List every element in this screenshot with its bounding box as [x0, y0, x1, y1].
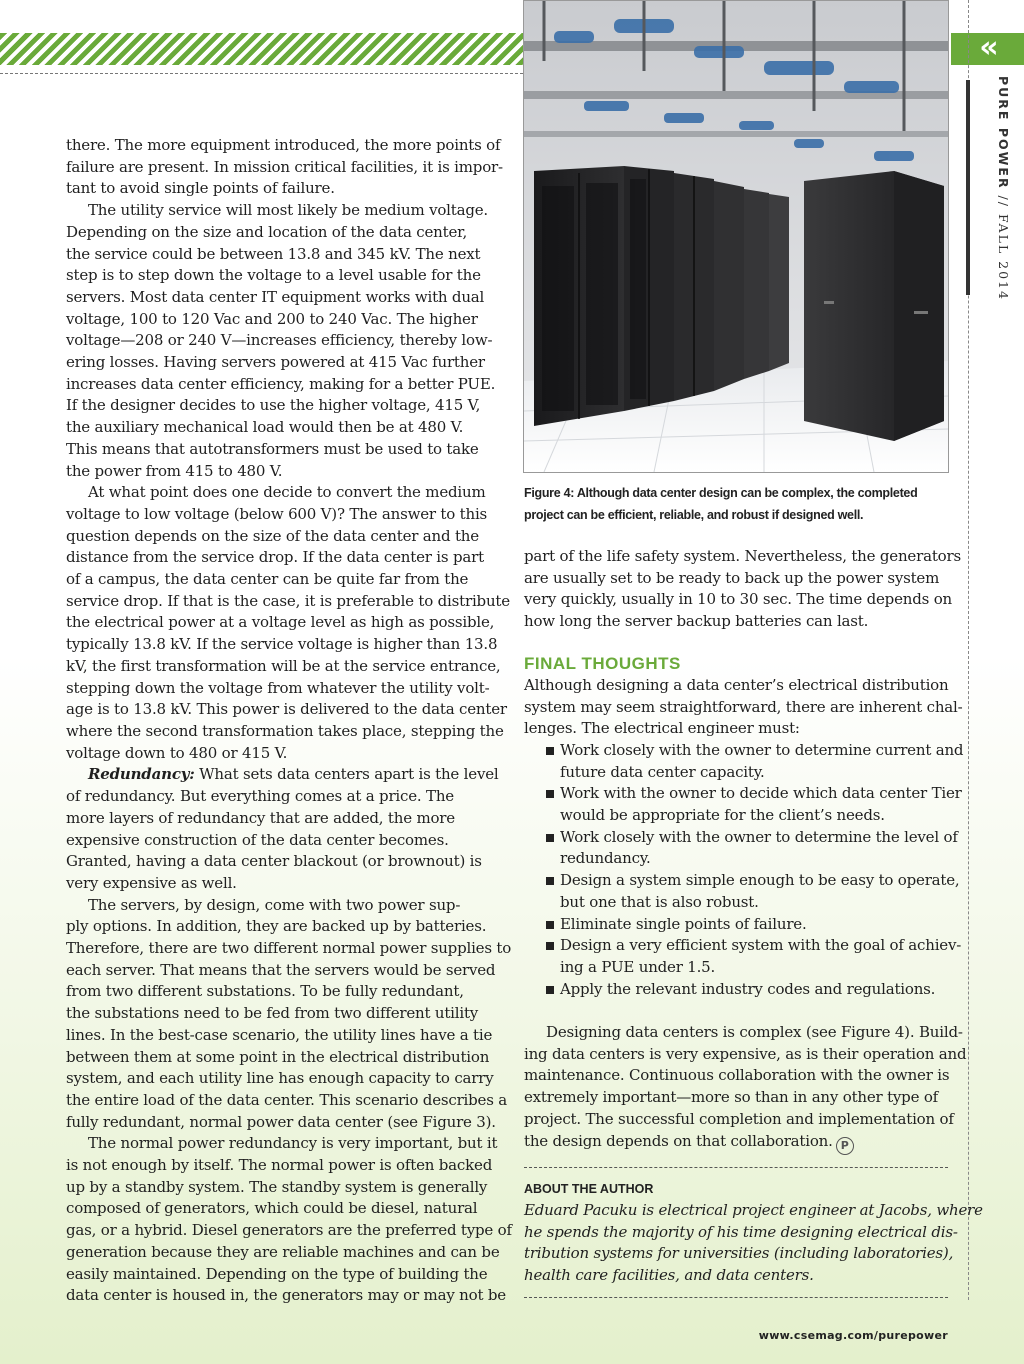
- text-line: data center is housed in, the generators may or may not be: [66, 1286, 506, 1305]
- caption-line: project can be efficient, reliable, and robust if designed well.: [524, 508, 864, 522]
- text-line: the service could be between 13.8 and 345 kV. The next: [66, 244, 481, 263]
- side-tick: [966, 80, 970, 295]
- text-line: system may seem straightforward, there are inherent chal-: [524, 697, 963, 716]
- paragraph-closing: [524, 1022, 967, 1155]
- magazine-name: PURE POWER: [996, 76, 1011, 190]
- text-line: failure are present. In mission critical facilities, it is impor-: [66, 157, 503, 176]
- text-line: lenges. The electrical engineer must:: [524, 719, 800, 738]
- paragraph-intro: [524, 675, 963, 740]
- text-line: there. The more equipment introduced, the more points of: [66, 136, 501, 154]
- list-item: Design a very efficient system with the goal of achiev- ing a PUE under 1.5.: [546, 935, 948, 978]
- paragraph-continued: [524, 546, 961, 633]
- text-line: the power from 415 to 480 V.: [66, 461, 283, 480]
- text-line: voltage, 100 to 120 Vac and 200 to 240 Vac. The higher: [66, 309, 478, 328]
- paragraph-5: [66, 895, 512, 1134]
- text-line: voltage—208 or 240 V—increases efficiency, thereby low-: [66, 331, 493, 350]
- text-line: system, and each utility line has enough capacity to carry: [66, 1069, 494, 1088]
- paragraph-6: [66, 1133, 512, 1307]
- figure-label: Figure 4:: [524, 486, 575, 500]
- text-line: question depends on the size of the data center and the: [66, 526, 479, 545]
- text-line: composed of generators, which could be diesel, natural: [66, 1199, 478, 1218]
- text-line: tribution systems for universities (including laboratories),: [524, 1244, 954, 1263]
- text-line: This means that autotransformers must be used to take: [66, 439, 479, 458]
- header-stripe: [0, 33, 523, 65]
- text-line: Designing data centers is complex (see Figure 4). Build-: [546, 1023, 963, 1042]
- run-in-heading: Redundancy:: [88, 765, 195, 784]
- text-line: of a campus, the data center can be quite far from the: [66, 570, 469, 589]
- text-line: gas, or a hybrid. Diesel generators are the preferred type of: [66, 1221, 512, 1240]
- author-heading: ABOUT THE AUTHOR: [524, 1182, 654, 1196]
- text-line: the substations need to be fed from two different utility: [66, 1004, 479, 1023]
- text-line: part of the life safety system. Nevertheless, the generators: [524, 547, 961, 565]
- back-chevron-icon[interactable]: «: [951, 33, 1024, 65]
- text-line: The utility service will most likely be medium voltage.: [88, 201, 488, 220]
- text-line: Depending on the size and location of the data center,: [66, 222, 468, 241]
- bullet-square-icon: [546, 790, 554, 798]
- footer-url-link[interactable]: www.csemag.com/purepower: [758, 1329, 948, 1342]
- text-line: how long the server backup batteries can last.: [524, 612, 869, 631]
- text-line: distance from the service drop. If the data center is part: [66, 548, 484, 567]
- text-line: extremely important—more so than in any other type of: [524, 1088, 938, 1107]
- text-line: the entire load of the data center. This scenario describes a: [66, 1090, 508, 1109]
- figure-caption: [524, 482, 948, 526]
- text-line: expensive construction of the data center becomes.: [66, 830, 449, 849]
- text-line: kV, the first transformation will be at the service entrance,: [66, 656, 501, 675]
- text-line: Granted, having a data center blackout (or brownout) is: [66, 852, 482, 871]
- text-line: the design depends on that collaboration. P: [524, 1131, 948, 1155]
- text-line: lines. In the best-case scenario, the utility lines have a tie: [66, 1025, 493, 1044]
- text-line: age is to 13.8 kV. This power is delivered to the data center: [66, 700, 507, 719]
- text-line: project. The successful completion and implementation of: [524, 1109, 954, 1128]
- bullet-square-icon: [546, 921, 554, 929]
- text-line: If the designer decides to use the higher voltage, 415 V,: [66, 396, 481, 415]
- header-divider: [0, 73, 523, 74]
- paragraph-2: [66, 200, 496, 482]
- text-line: servers. Most data center IT equipment works with dual: [66, 287, 485, 306]
- bullet-square-icon: [546, 942, 554, 950]
- text-line: At what point does one decide to convert the medium: [88, 483, 486, 502]
- text-line: of redundancy. But everything comes at a price. The: [66, 787, 454, 806]
- caption-line: Figure 4: Although data center design can be complex, the completed: [524, 486, 918, 500]
- text-line: fully redundant, normal power data center (see Figure 3).: [66, 1112, 496, 1131]
- paragraph-redundancy: [66, 764, 499, 894]
- right-column: [524, 546, 967, 1155]
- text-line: very quickly, usually in 10 to 30 sec. The time depends on: [524, 590, 952, 609]
- spacer: [524, 1000, 948, 1022]
- text-line: The normal power redundancy is very important, but it: [88, 1134, 498, 1153]
- text-line: ering losses. Having servers powered at 415 Vac further: [66, 353, 485, 372]
- text-line: voltage down to 480 or 415 V.: [66, 743, 288, 762]
- left-column: [66, 135, 512, 1307]
- text-line: very expensive as well.: [66, 873, 237, 892]
- text-line: from two different substations. To be fully redundant,: [66, 982, 464, 1001]
- text-line: ing data centers is very expensive, as is their operation and: [524, 1044, 967, 1063]
- text-line: voltage to low voltage (below 600 V)? The answer to this: [66, 504, 488, 523]
- text-line: is not enough by itself. The normal power is often backed: [66, 1156, 493, 1175]
- bullet-square-icon: [546, 877, 554, 885]
- bullet-square-icon: [546, 834, 554, 842]
- text-line: are usually set to be ready to back up the power system: [524, 568, 940, 587]
- text-line: the electrical power at a voltage level as high as possible,: [66, 613, 495, 632]
- bullet-list: [524, 740, 964, 1000]
- section-heading: FINAL THOUGHTS: [524, 653, 681, 673]
- text-line: health care facilities, and data centers.: [524, 1266, 814, 1285]
- list-item: Apply the relevant industry codes and regulations.: [546, 979, 948, 1001]
- text-line: maintenance. Continuous collaboration with the owner is: [524, 1066, 950, 1085]
- figure-4-photo: [523, 0, 949, 473]
- bullet-square-icon: [546, 986, 554, 994]
- list-item: Work with the owner to decide which data center Tier would be appropriate for the client’s needs.: [546, 783, 948, 826]
- text-line: step is to step down the voltage to a level usable for the: [66, 266, 481, 285]
- text-line: Although designing a data center’s electrical distribution: [524, 675, 949, 694]
- author-divider-top: [524, 1167, 948, 1168]
- text-line: up by a standby system. The standby system is generally: [66, 1177, 488, 1196]
- text-line: each server. That means that the servers would be served: [66, 960, 496, 979]
- text-line: ply options. In addition, they are backed up by batteries.: [66, 917, 487, 936]
- paragraph-1: [66, 135, 503, 200]
- text-line: stepping down the voltage from whatever the utility volt-: [66, 678, 490, 697]
- header-separator: //: [996, 189, 1011, 214]
- bullet-square-icon: [546, 747, 554, 755]
- text-line: Therefore, there are two different normal power supplies to: [66, 939, 512, 958]
- text-line: tant to avoid single points of failure.: [66, 179, 335, 198]
- text-line: typically 13.8 kV. If the service voltage is higher than 13.8: [66, 635, 498, 654]
- text-line: The servers, by design, come with two power sup-: [88, 895, 461, 914]
- text-line: more layers of redundancy that are added, the more: [66, 808, 455, 827]
- list-item: Design a system simple enough to be easy to operate, but one that is also robust.: [546, 870, 948, 913]
- text-line: generation because they are reliable machines and can be: [66, 1242, 500, 1261]
- text-line: he spends the majority of his time designing electrical dis-: [524, 1222, 958, 1241]
- running-header: [996, 76, 1011, 301]
- text-line: easily maintained. Depending on the type of building the: [66, 1264, 488, 1283]
- end-mark-icon: P: [836, 1137, 854, 1155]
- issue-date: FALL 2014: [996, 213, 1011, 301]
- author-bio: [524, 1200, 983, 1287]
- text-line: between them at some point in the electrical distribution: [66, 1047, 490, 1066]
- list-item: Eliminate single points of failure.: [546, 914, 948, 936]
- text-line: the auxiliary mechanical load would then be at 480 V.: [66, 418, 464, 437]
- text-line: service drop. If that is the case, it is preferable to distribute: [66, 591, 510, 610]
- text-line: Eduard Pacuku is electrical project engineer at Jacobs, where: [524, 1201, 983, 1219]
- paragraph-3: [66, 482, 510, 764]
- text-line: increases data center efficiency, making for a better PUE.: [66, 374, 496, 393]
- list-item: Work closely with the owner to determine current and future data center capacity.: [546, 740, 948, 783]
- text-line: Redundancy: What sets data centers apart is the level: [88, 765, 499, 784]
- author-divider-bottom: [524, 1297, 948, 1298]
- list-item: Work closely with the owner to determine the level of redundancy.: [546, 827, 948, 870]
- text-line: where the second transformation takes place, stepping the: [66, 721, 504, 740]
